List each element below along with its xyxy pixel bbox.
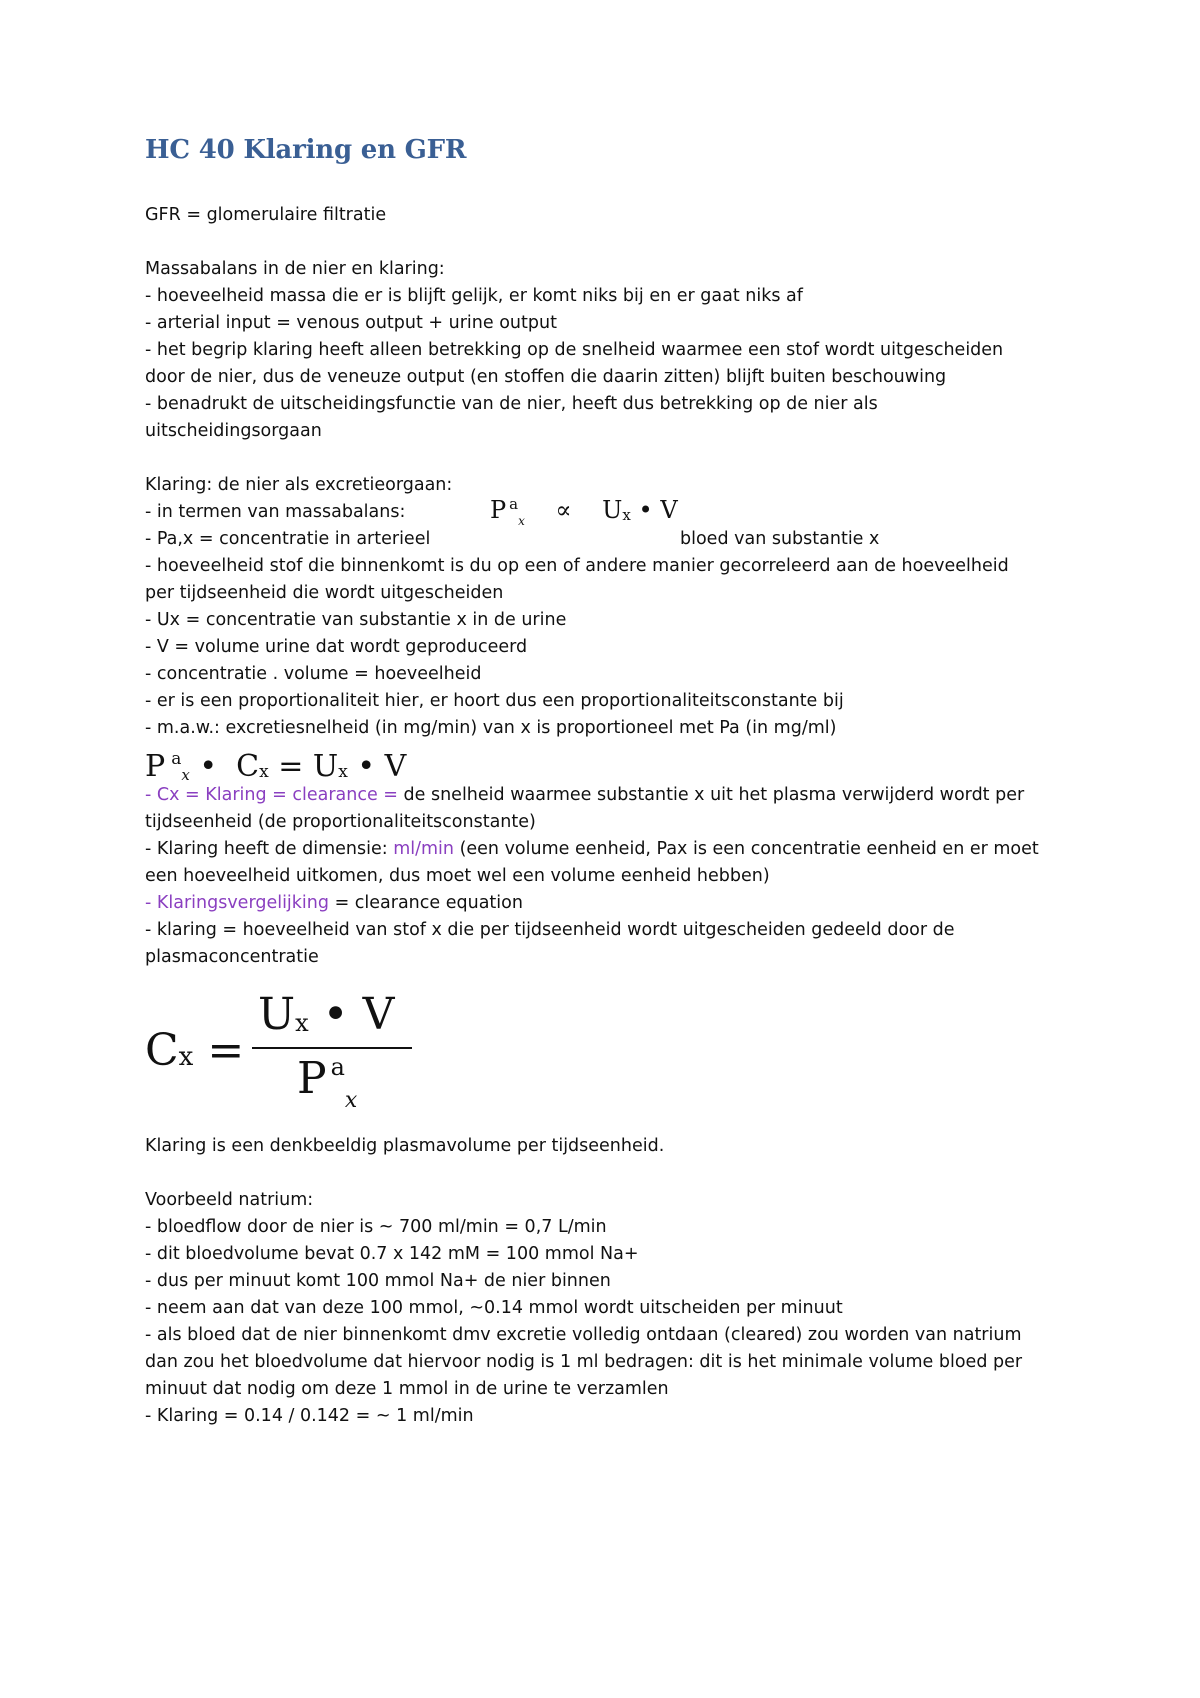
formula-sub-x: x [518, 514, 525, 528]
pax-line-left: - Pa,x = concentratie in arterieel [145, 529, 431, 549]
voorbeeld-item: - Klaring = 0.14 / 0.142 = ~ 1 ml/min [145, 1406, 474, 1426]
klaring-definition-cont: plasmaconcentratie [145, 947, 319, 967]
massabalans-item: door de nier, dus de veneuze output (en stoffen die daarin zitten) blijft buiten beschouwing [145, 367, 947, 387]
formula-sub-x: x [181, 766, 190, 784]
dimension-unit: ml/min [393, 839, 454, 859]
clearance-equation [145, 989, 445, 1125]
equation-numerator: Ux • V [258, 989, 395, 1040]
klaring-item: - m.a.w.: excretiesnelheid (in mg/min) van x is proportioneel met Pa (in mg/ml) [145, 718, 837, 738]
cx-klaring-clearance-label: Cx = Klaring = clearance = [156, 785, 398, 805]
klaring-item: - concentratie . volume = hoeveelheid [145, 664, 482, 684]
formula-equals: = [278, 749, 304, 784]
dimension-line: - Klaring heeft de dimensie: ml/min (een volume eenheid, Pax is een concentratie eenheid en er moet [145, 839, 1039, 859]
voorbeeld-item: dan zou het bloedvolume dat hiervoor nodig is 1 ml bedragen: dit is het minimale volume bloed per [145, 1352, 1023, 1372]
massabalans-heading: Massabalans in de nier en klaring: [145, 259, 445, 279]
formula-p: P [145, 749, 166, 784]
massabalans-item: - het begrip klaring heeft alleen betrekking op de snelheid waarmee een stof wordt uitgescheiden [145, 340, 1004, 360]
massabalans-item: - arterial input = venous output + urine output [145, 313, 557, 333]
formula-v: V [660, 496, 678, 524]
voorbeeld-item: - dus per minuut komt 100 mmol Na+ de nier binnen [145, 1271, 611, 1291]
dimension-line-cont: een hoeveelheid uitkomen, dus moet wel een volume eenheid hebben) [145, 866, 770, 886]
formula-c: C [236, 749, 260, 784]
klaring-item: - Ux = concentratie van substantie x in de urine [145, 610, 567, 630]
massabalans-item: - hoeveelheid massa die er is blijft gelijk, er komt niks bij en er gaat niks af [145, 286, 803, 306]
voorbeeld-item: - als bloed dat de nier binnenkomt dmv excretie volledig ontdaan (cleared) zou worden van natrium [145, 1325, 1022, 1345]
formula-sub-ux: x [622, 506, 631, 524]
cx-definition: - Cx = Klaring = clearance = de snelheid waarmee substantie x uit het plasma verwijderd wordt per [145, 785, 1025, 805]
formula-sub-cx: x [259, 762, 269, 782]
formula-u: U [312, 749, 339, 784]
voorbeeld-heading: Voorbeeld natrium: [145, 1190, 314, 1210]
formula-sup-a: a [509, 495, 519, 513]
formula-v: V [384, 749, 407, 784]
klaring-definition-line: - klaring = hoeveelheid van stof x die per tijdseenheid wordt uitgescheiden gedeeld door de [145, 920, 955, 940]
voorbeeld-item: - bloedflow door de nier is ~ 700 ml/min = 0,7 L/min [145, 1217, 607, 1237]
voorbeeld-item: - dit bloedvolume bevat 0.7 x 142 mM = 100 mmol Na+ [145, 1244, 639, 1264]
klaring-item: - hoeveelheid stof die binnenkomt is du op een of andere manier gecorreleerd aan de hoeveelheid [145, 556, 1009, 576]
klaringsvergelijking-label: Klaringsvergelijking [156, 893, 329, 913]
gfr-definition: GFR = glomerulaire filtratie [145, 205, 387, 225]
equation-lhs: Cx = [145, 1025, 245, 1076]
klaring-massabalans-line: - in termen van massabalans: [145, 502, 406, 522]
massabalans-item: uitscheidingsorgaan [145, 421, 322, 441]
massabalans-item: - benadrukt de uitscheidingsfunctie van de nier, heeft dus betrekking op de nier als [145, 394, 878, 414]
klaring-item: per tijdseenheid die wordt uitgescheiden [145, 583, 504, 603]
formula-dot: • [357, 749, 376, 784]
pax-line-right: bloed van substantie x [680, 529, 880, 549]
voorbeeld-item: - neem aan dat van deze 100 mmol, ~0.14 mmol wordt uitscheiden per minuut [145, 1298, 843, 1318]
document-title: HC 40 Klaring en GFR [145, 135, 467, 165]
klaring-item: - er is een proportionaliteit hier, er hoort dus een proportionaliteitsconstante bij [145, 691, 844, 711]
klaring-item: - V = volume urine dat wordt geproduceerd [145, 637, 528, 657]
equation-line: - Klaringsvergelijking = clearance equation [145, 893, 523, 913]
proportional-formula [490, 495, 678, 528]
formula-sup-a: a [171, 749, 182, 769]
proportional-symbol: ∝ [555, 496, 572, 524]
formula-sub-ux: x [338, 762, 348, 782]
formula-dot: • [638, 496, 653, 524]
formula-dot: • [199, 749, 218, 784]
fraction-bar [252, 1047, 412, 1049]
equation-denominator: P $^a_x$ [297, 1053, 358, 1113]
cx-definition-cont: tijdseenheid (de proportionaliteitsconstante) [145, 812, 536, 832]
denkbeeldig-statement: Klaring is een denkbeeldig plasmavolume per tijdseenheid. [145, 1136, 665, 1156]
formula-p: P [490, 496, 507, 524]
formula-u: U [602, 496, 623, 524]
klaring-heading: Klaring: de nier als excretieorgaan: [145, 475, 453, 495]
voorbeeld-item: minuut dat nodig om deze 1 mmol in de urine te verzamlen [145, 1379, 669, 1399]
